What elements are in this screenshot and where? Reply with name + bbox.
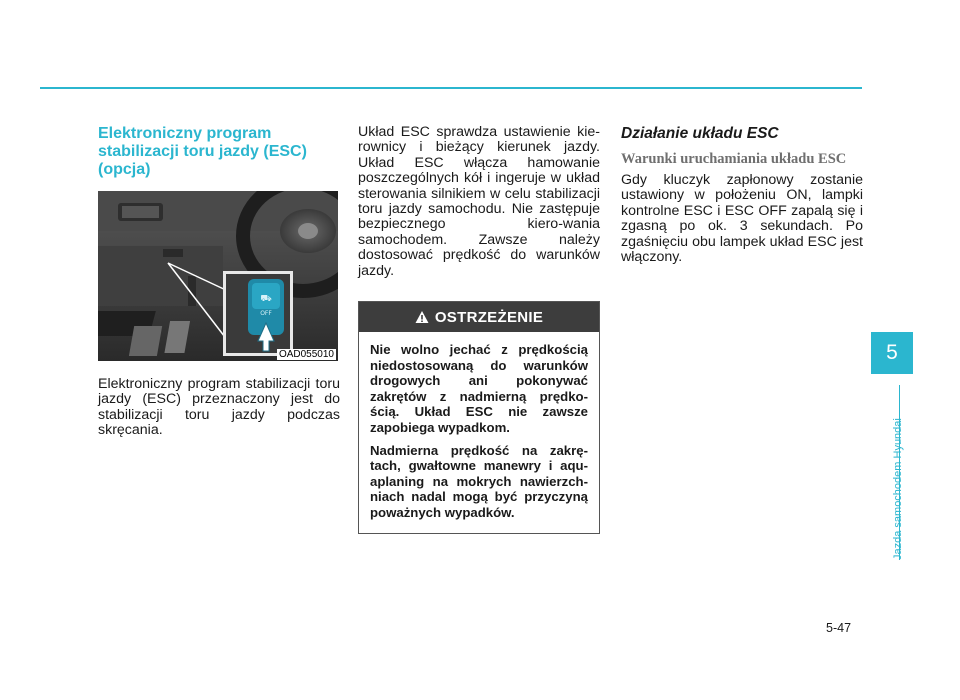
middle-column [358, 125, 600, 534]
esc-intro-text: Elektroniczny program stabilizacji toru jazdy (ESC) przeznaczony jest do stabilizacji toru jazdy podczas skręcania. [98, 376, 340, 439]
esc-button-photo [98, 191, 338, 361]
esc-operation-title: Działanie układu ESC [621, 125, 779, 142]
warning-body [359, 332, 599, 533]
svg-text:⛟: ⛟ [260, 294, 272, 304]
top-rule [40, 87, 862, 89]
esc-description-text: Układ ESC sprawdza ustawienie kie-rownicy i bieżący kierunek jazdy. Układ ESC włącza hamowanie poszczególnych kół i ingeruje w układ sterowania silnikiem w celu stabilizacji toru jazdy samochodu. Nie zastępuje bezpiecznego kiero-wania samochodem. Zawsze należy dostosować prędkość do warunków jazdy. [358, 124, 600, 279]
chapter-title: Jazda samochodem Hyundai [892, 418, 904, 560]
dashboard-illustration [98, 191, 338, 361]
warning-header [359, 302, 599, 332]
chapter-number-badge: 5 [871, 332, 913, 374]
warning-paragraph-1: Nie wolno jechać z prędkością niedostosowaną do warunków drogowych ani pokonywać zakrętów z nadmierną prędko-ścią. Układ ESC nie zawsze zapobiega wypadkom. [370, 342, 588, 436]
warning-title: OSTRZEŻENIE [434, 308, 544, 326]
warning-triangle-icon [415, 310, 429, 324]
svg-text:OFF: OFF [260, 310, 272, 317]
esc-conditions-subtitle: Warunki uruchamiania układu ESC [621, 151, 847, 167]
left-column [98, 125, 340, 439]
page-number: 5-47 [826, 621, 852, 635]
section-title: Elektroniczny program stabilizacji toru jazdy (ESC) (opcja) [98, 125, 307, 178]
image-code: OAD055010 [278, 349, 334, 360]
warning-paragraph-2: Nadmierna prędkość na zakrę-tach, gwałtowne manewry i aqu-aplaning na mokrych nawierzch-niach nadal mogą być przyczyną poważnych wypadków. [370, 442, 588, 520]
esc-conditions-text: Gdy kluczyk zapłonowy zostanie ustawiony w położeniu ON, lampki kontrolne ESC i ESC OFF zapalą się i zgasną po ok. 3 sekundach. Po zgaśnięciu obu lampek układ ESC jest włączony. [621, 172, 863, 266]
right-column [621, 125, 863, 265]
warning-box [358, 301, 600, 534]
